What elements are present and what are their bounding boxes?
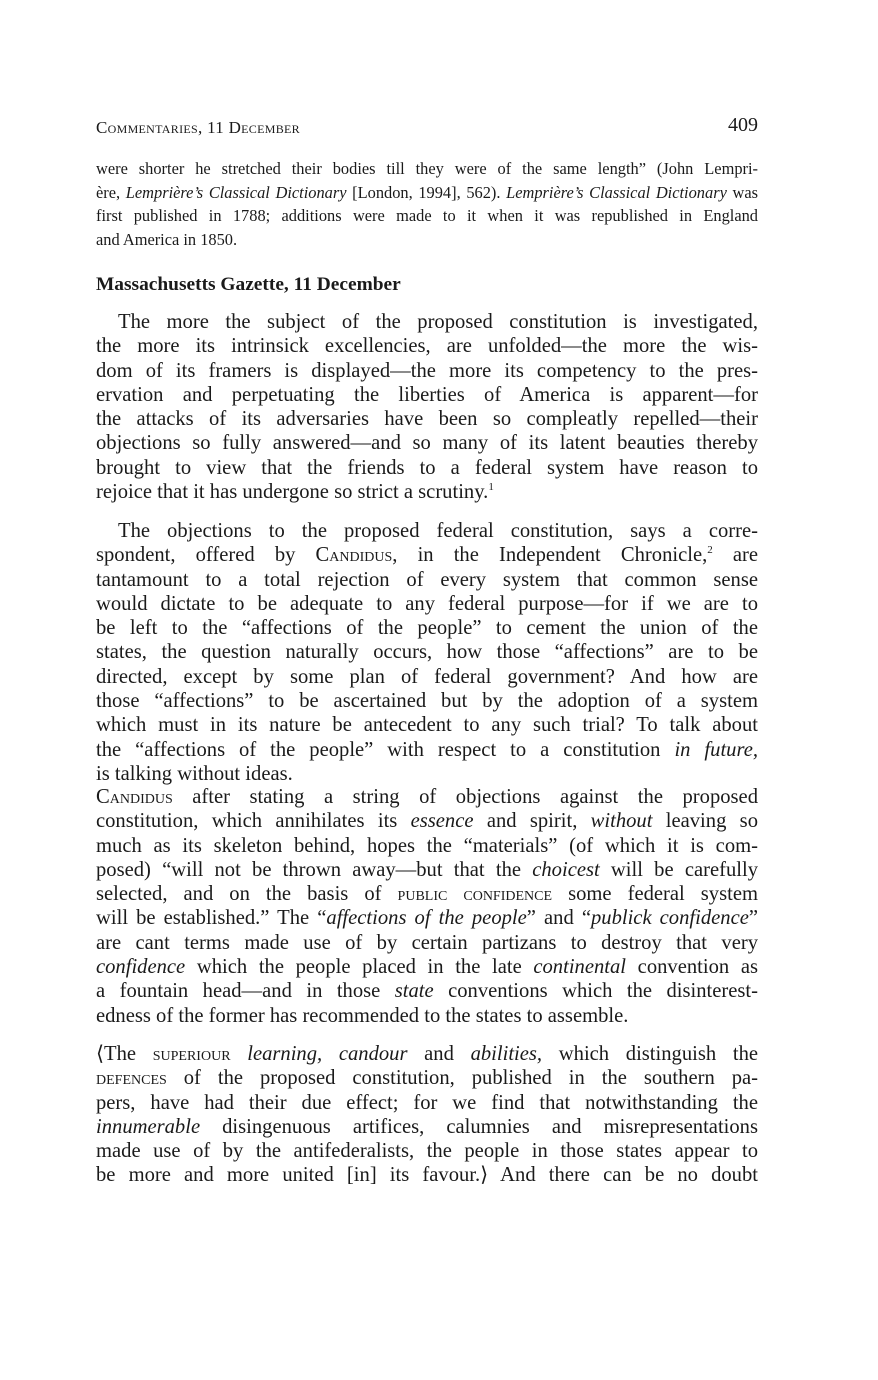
footnote-line: first published in 1788; additions were made to it when it was republished in England: [96, 206, 758, 226]
section-title: Massachusetts Gazette, 11 December: [96, 274, 401, 295]
text-line: made use of by the antifederalists, the people in those states appear to: [96, 1140, 758, 1163]
text-line: selected, and on the basis of public confidence some federal system: [96, 883, 759, 906]
text-line: innumerable disingenuous artifices, calumnies and misrepresentations: [96, 1115, 758, 1138]
footnote-continuation: [96, 157, 758, 252]
text-line: those “affections” to be ascertained but by the adoption of a system: [96, 690, 758, 713]
text-line: states, the question naturally occurs, how those “affections” are to be: [96, 641, 758, 664]
text-line: directed, except by some plan of federal government? And how are: [96, 665, 758, 688]
text-line: rejoice that it has undergone so strict a scrutiny.$^1$: [96, 481, 494, 504]
footnote-line: ère, Lemprière’s Classical Dictionary [London, 1994], 562). Lemprière’s Classical Dictionary was: [96, 182, 758, 202]
footnote-line: were shorter he stretched their bodies till they were of the same length” (John Lempri-: [96, 159, 758, 178]
page-header: [96, 112, 758, 142]
note-reference: 1: [488, 481, 494, 494]
text-line: Candidus after stating a string of objections against the proposed: [96, 786, 758, 808]
text-line: constitution, which annihilates its essence and spirit, without leaving so: [96, 810, 758, 833]
text-line: is talking without ideas.: [96, 762, 293, 785]
text-line: edness of the former has recommended to the states to assemble.: [96, 1004, 629, 1027]
text-line: pers, have had their due effect; for we find that notwithstanding the: [96, 1091, 758, 1114]
text-line: be more and more united [in] its favour.⟩ And there can be no doubt: [96, 1164, 758, 1187]
paragraph-1: [96, 310, 758, 504]
text-line: be left to the “affections of the people” to cement the union of the: [96, 617, 758, 640]
running-head: Commentaries, 11 December: [96, 118, 300, 137]
name-candidus: Candidus: [96, 786, 173, 808]
name-candidus: Candidus: [315, 544, 393, 567]
text-line: defences of the proposed constitution, published in the southern pa-: [96, 1067, 758, 1090]
text-line: brought to view that the friends to a federal system have reason to: [96, 456, 758, 479]
text-line: the attacks of its adversaries have been so compleatly repelled—their: [96, 408, 758, 431]
paragraph-3: [96, 785, 758, 1028]
text-line: the more its intrinsick excellencies, are unfolded—the more the wis-: [96, 335, 758, 358]
text-line: objections so fully answered—and so many of its latent beauties thereby: [96, 432, 758, 455]
text-line: dom of its framers is displayed—the more its competency to the pres-: [96, 359, 758, 382]
text-line: much as its skeleton behind, hopes the “materials” (of which it is com-: [96, 834, 758, 857]
text-line: which must in its nature be antecedent to any such trial? To talk about: [96, 714, 758, 737]
text-line: will be established.” The “affections of the people” and “publick confidence”: [96, 907, 758, 930]
text-line: The more the subject of the proposed constitution is investigated,: [118, 311, 758, 333]
text-line: The objections to the proposed federal constitution, says a corre-: [118, 520, 758, 542]
text-line: would dictate to be adequate to any federal purpose—for if we are to: [96, 592, 758, 615]
text-line: tantamount to a total rejection of every system that common sense: [96, 568, 758, 591]
note-reference: 2: [707, 544, 713, 557]
footnote-line: and America in 1850.: [96, 230, 238, 250]
text-line: confidence which the people placed in the late continental convention as: [96, 956, 758, 979]
paragraph-4: [96, 1042, 758, 1188]
text-line: spondent, offered by Candidus, in the Independent Chronicle,$^2$ are: [96, 544, 759, 567]
text-line: are cant terms made use of by certain partizans to destroy that very: [96, 931, 758, 954]
page-number: 409: [728, 114, 758, 136]
text-line: the “affections of the people” with respect to a constitution in future,: [96, 738, 758, 761]
text-line: posed) “will not be thrown away—but that the choicest will be carefully: [96, 858, 758, 881]
text-line: ⟨The superiour learning, candour and abilities, which distinguish the: [96, 1043, 759, 1065]
text-line: ervation and perpetuating the liberties of America is apparent—for: [96, 383, 758, 406]
paragraph-2: [96, 519, 758, 786]
text-line: a fountain head—and in those state conventions which the disinterest-: [96, 980, 758, 1003]
